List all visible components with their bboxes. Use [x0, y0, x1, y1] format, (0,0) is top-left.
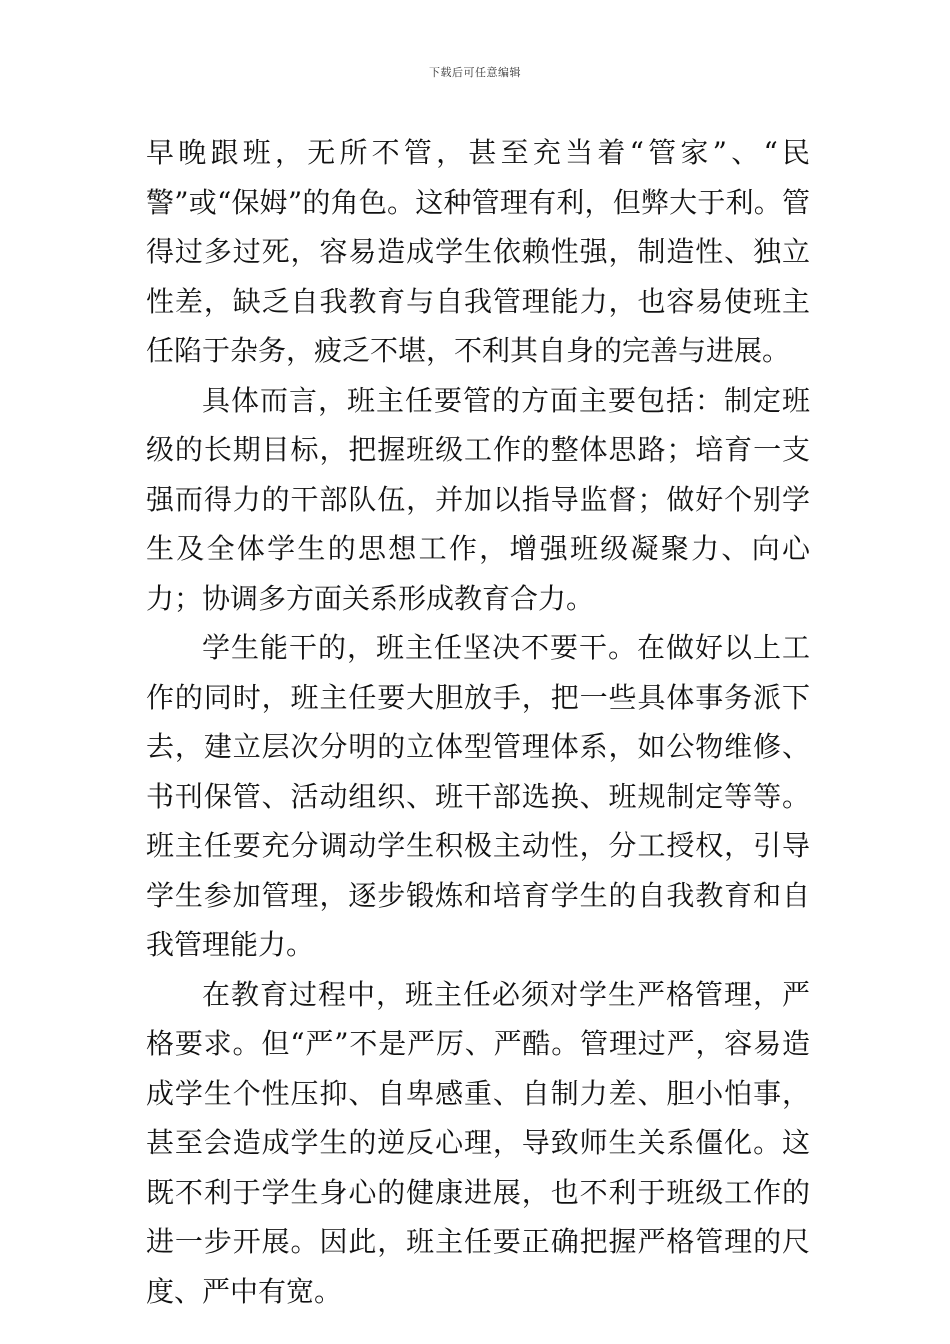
- paragraph-teacher-duties: 具体而言，班主任要管的方面主要包括：制定班级的长期目标，把握班级工作的整体思路；培育一支强而得力的干部队伍，并加以指导监督；做好个别学生及全体学生的思想工作，增强班级凝聚力、向心力；协调多方面关系形成教育合力。: [146, 383, 810, 615]
- paragraph-strict-management: 在教育过程中，班主任必须对学生严格管理，严格要求。但“严”不是严厉、严酷。管理过严，容易造成学生个性压抑、自卑感重、自制力差、胆小怕事，甚至会造成学生的逆反心理，导致师生关系僵化。这既不利于学生身心的健康进展，也不利于班级工作的进一步开展。因此，班主任要正确把握严格管理的尺度、严中有宽。: [146, 977, 810, 1308]
- paragraph-student-tasks: 学生能干的，班主任坚决不要干。在做好以上工作的同时，班主任要大胆放手，把一些具体事务派下去，建立层次分明的立体型管理体系，如公物维修、书刊保管、活动组织、班干部选换、班规制定等等。班主任要充分调动学生积极主动性，分工授权，引导学生参加管理，逐步锻炼和培育学生的自我教育和自我管理能力。: [146, 631, 810, 961]
- paragraph-continuation: 早晚跟班，无所不管，甚至充当着“管家”、“民警”或“保姆”的角色。这种管理有利，但弊大于利。管得过多过死，容易造成学生依赖性强，制造性、独立性差，缺乏自我教育与自我管理能力，也容易使班主任陷于杂务，疲乏不堪，不利其自身的完善与进展。: [146, 136, 810, 367]
- document-body: [146, 128, 810, 1316]
- page-header: 下载后可任意编辑: [429, 66, 521, 79]
